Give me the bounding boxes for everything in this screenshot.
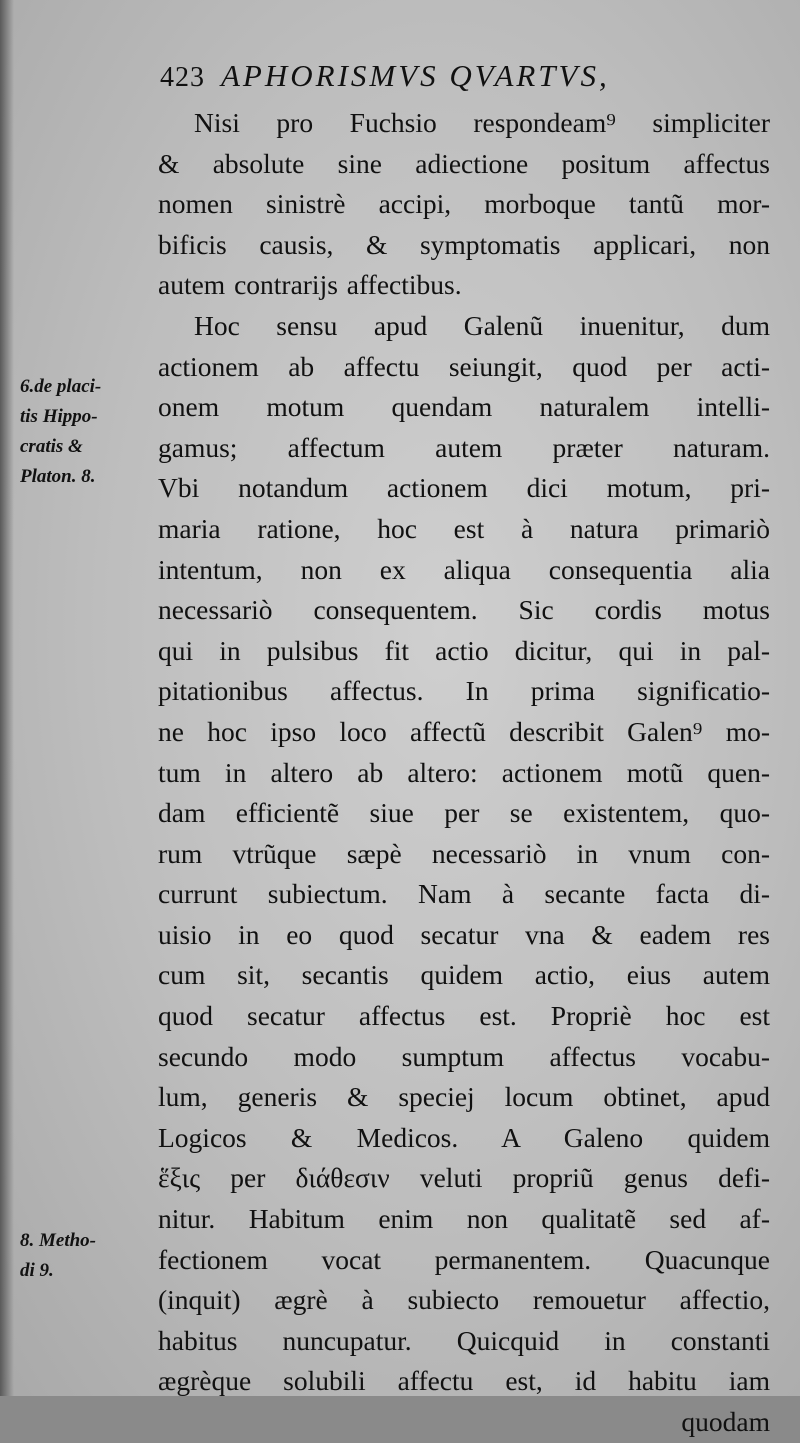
text-line: ἕξις per διάθεσιν veluti propriũ genus defi- xyxy=(158,1162,770,1194)
text-line: habitus nuncupatur. Quicquid in constanti xyxy=(158,1324,770,1356)
text-line: uisio in eo quod secatur vna & eadem res xyxy=(158,918,770,950)
text-line: qui in pulsibus fit actio dicitur, qui in pal- xyxy=(158,634,770,666)
text-line: & absolute sine adiectione positum affectus xyxy=(158,147,770,179)
text-line: nomen sinistrè accipi, morboque tantũ mor- xyxy=(158,188,770,220)
text-line: fectionem vocat permanentem. Quacunque xyxy=(158,1243,770,1275)
text-line: dam efficientẽ siue per se existentem, quo- xyxy=(158,797,770,829)
text-line: tum in altero ab altero: actionem motũ quen- xyxy=(158,756,770,788)
text-line: cum sit, secantis quidem actio, eius autem xyxy=(158,959,770,991)
text-line: rum vtrũque sæpè necessariò in vnum con- xyxy=(158,837,770,869)
text-line: bificis causis, & symptomatis applicari, non xyxy=(158,228,770,260)
text-line: necessariò consequentem. Sic cordis motus xyxy=(158,594,770,626)
text-line: currunt subiectum. Nam à secante facta di- xyxy=(158,878,770,910)
text-line: Nisi pro Fuchsio respondeam⁹ simpliciter xyxy=(194,107,770,138)
text-line: onem motum quendam naturalem intelli- xyxy=(158,391,770,423)
margin-note-placitis: 6.de placi- tis Hippo- cratis & Platon. 8. xyxy=(20,376,102,487)
text-line: Vbi notandum actionem dici motum, pri- xyxy=(158,472,770,504)
body-text xyxy=(158,103,770,1443)
text-line: ne hoc ipso loco affectũ describit Galen⁹ mo- xyxy=(158,715,770,747)
text-line: ægrèque solubili affectu est, id habitu iam xyxy=(158,1365,770,1397)
text-line: secundo modo sumptum affectus vocabu- xyxy=(158,1040,770,1072)
catchword: quodam xyxy=(681,1406,770,1437)
margin-note-methodi: 8. Metho- di 9. xyxy=(20,1230,96,1281)
text-line: actionem ab affectu seiungit, quod per acti- xyxy=(158,350,770,382)
page-number: 423 xyxy=(160,62,205,93)
page-edge-shadow xyxy=(0,0,14,1396)
text-line: Logicos & Medicos. A Galeno quidem xyxy=(158,1121,770,1153)
text-line: nitur. Habitum enim non qualitatẽ sed af- xyxy=(158,1203,770,1235)
text-line: (inquit) ægrè à subiecto remouetur affectio, xyxy=(158,1284,770,1316)
text-line: pitationibus affectus. In prima significatio- xyxy=(158,675,770,707)
text-line: intentum, non ex aliqua consequentia alia xyxy=(158,553,770,585)
text-line: lum, generis & speciej locum obtinet, apud xyxy=(158,1081,770,1113)
text-line: gamus; affectum autem præter naturam. xyxy=(158,431,770,463)
text-line: maria ratione, hoc est à natura primariò xyxy=(158,512,770,544)
page-header xyxy=(160,58,760,98)
text-line: quod secatur affectus est. Propriè hoc est xyxy=(158,1000,770,1032)
running-head: APHORISMVS QVARTVS, xyxy=(221,58,610,93)
text-line: Hoc sensu apud Galenũ inuenitur, dum xyxy=(194,309,770,341)
text-line: autem contrarijs affectibus. xyxy=(158,269,462,301)
